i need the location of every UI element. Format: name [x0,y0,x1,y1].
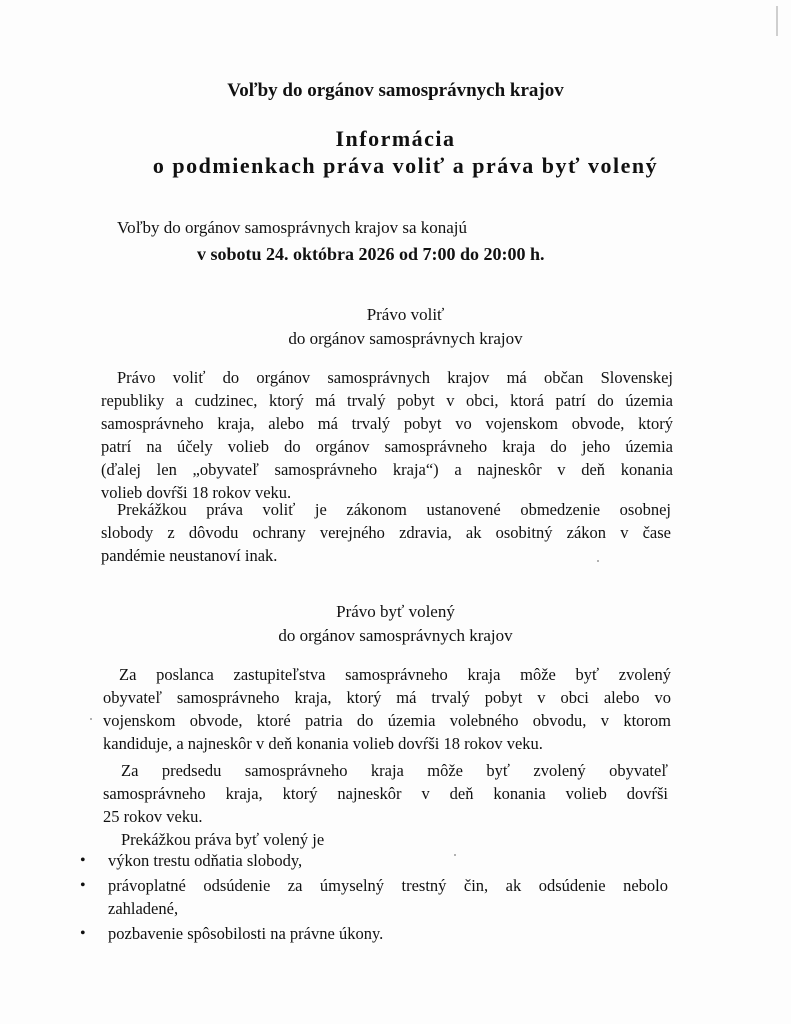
scan-artifact [776,6,778,36]
list-item-text: pozbavenie spôsobilosti na právne úkony. [108,924,384,943]
list-item [80,874,668,920]
list-item-text: zahladené, [108,899,179,918]
list-item [80,922,668,945]
info-subheading: o podmienkach práva voliť a práva byť volený [152,153,659,178]
paragraph-line: republiky a cudzinec, ktorý má trvalý pobyt v obci, ktorá patrí do územia [101,391,673,410]
paragraph-line: obyvateľ samosprávneho kraja, ktorý má trvalý pobyt v obci alebo vo [103,688,671,707]
bullet-icon: • [80,925,86,942]
paragraph-line: Právo voliť do orgánov samosprávnych krajov má občan Slovenskej [117,368,673,387]
paragraph-line: (ďalej len „obyvateľ samosprávneho kraja“) a najneskôr v deň konania [101,460,673,479]
election-date: v sobotu 24. októbra 2026 od 7:00 do 20:00 h. [197,244,545,264]
section-vote-subtitle: do orgánov samosprávnych krajov [288,329,523,348]
paragraph-line: vojenskom obvode, ktoré patria do územia volebného obvodu, v ktorom [103,711,671,730]
obstacles-intro: Prekážkou práva byť volený je [121,830,325,849]
scan-artifact [597,560,599,562]
list-item-text: právoplatné odsúdenie za úmyselný trestný čin, ak odsúdenie nebolo [108,876,668,895]
section-elected-title: Právo byť volený [336,602,455,621]
info-heading: Informácia [335,126,456,151]
paragraph-line: pandémie neustanoví inak. [101,546,278,565]
elected-paragraph-2 [103,759,668,828]
scan-artifact [90,718,92,720]
election-intro: Voľby do orgánov samosprávnych krajov sa konajú [117,218,468,237]
section-elected-subtitle: do orgánov samosprávnych krajov [278,626,513,645]
paragraph-line: kandiduje, a najneskôr v deň konania volieb dovŕši 18 rokov veku. [103,734,543,753]
paragraph-line: samosprávneho kraja, ktorý najneskôr v deň konania volieb dovŕši [103,784,668,803]
paragraph-line: Za poslanca zastupiteľstva samosprávneho kraja môže byť zvolený [119,665,671,684]
bullet-icon: • [80,877,86,894]
section-vote-title: Právo voliť [366,305,445,324]
paragraph-line: slobody z dôvodu ochrany verejného zdravia, ak osobitný zákon v čase [101,523,671,542]
obstacles-list [80,849,668,945]
vote-paragraph-1 [101,366,673,504]
document-title: Voľby do orgánov samosprávnych krajov [227,80,564,101]
paragraph-line: Za predsedu samosprávneho kraja môže byť zvolený obyvateľ [121,761,668,780]
list-item-text: výkon trestu odňatia slobody, [108,851,303,870]
scan-artifact [454,854,456,856]
elected-paragraph-1 [103,663,671,755]
paragraph-line: samosprávneho kraja, alebo má trvalý pobyt vo vojenskom obvode, ktorý [101,414,673,433]
paragraph-line: patrí na účely volieb do orgánov samosprávneho kraja do jeho územia [101,437,673,456]
paragraph-line: Prekážkou práva voliť je zákonom ustanovené obmedzenie osobnej [117,500,671,519]
paragraph-line: 25 rokov veku. [103,807,203,826]
bullet-icon: • [80,852,86,869]
vote-paragraph-2 [101,498,671,567]
paragraph-line: volieb dovŕši 18 rokov veku. [101,483,292,502]
list-item [80,849,668,872]
